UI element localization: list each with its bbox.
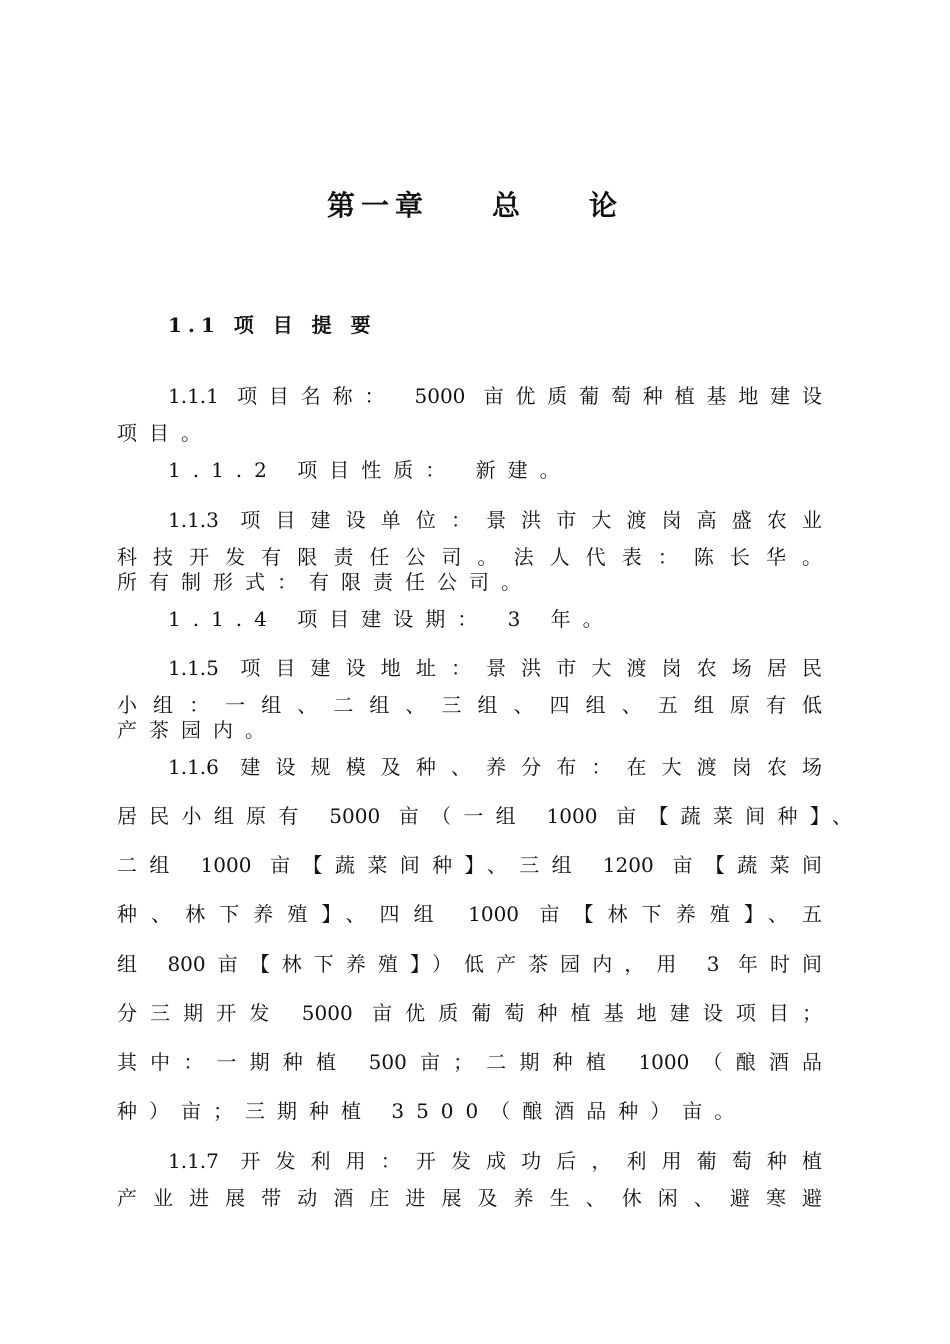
paragraph-line: 1.1.2 项目性质： 新建。: [168, 458, 572, 482]
paragraph-line: 小组：一组、二组、三组、四组、五组原有低: [117, 693, 822, 717]
paragraph-line: 组 800亩【林下养殖】）低产茶园内，用 3 年时间: [117, 952, 822, 976]
paragraph-line: 1.1.3 项目建设单位：景洪市大渡岗高盛农业: [168, 508, 822, 532]
paragraph-line: 其中：一期种植 500亩；二期种植 1000（酿酒品: [117, 1050, 822, 1074]
paragraph-line: 二组 1000 亩【蔬菜间种】、三组 1200 亩【蔬菜间: [117, 853, 822, 877]
paragraph-line: 1.1.7 开发利用：开发成功后，利用葡萄种植: [168, 1149, 822, 1173]
paragraph-line: 分三期开发 5000 亩优质葡萄种植基地建设项目；: [117, 1001, 822, 1025]
paragraph-line: 1.1.5 项目建设地址：景洪市大渡岗农场居民: [168, 656, 822, 680]
paragraph-line: 种、林下养殖】、四组 1000 亩【林下养殖】、五: [117, 902, 822, 926]
paragraph-line: 1.1.6 建设规模及种、养分布：在大渡岗农场: [168, 755, 822, 779]
paragraph-line: 种）亩；三期种植 3500（酿酒品种）亩。: [117, 1099, 747, 1123]
section-title: 1.1 项 目 提 要: [168, 313, 377, 337]
paragraph-line: 居民小组原有 5000 亩（一组 1000 亩【蔬菜间种】、: [117, 804, 852, 828]
paragraph-line: 1.1.1 项目名称： 5000 亩优质葡萄种植基地建设: [168, 384, 822, 408]
paragraph-line: 产茶园内。: [117, 718, 277, 742]
paragraph-line: 所有制形式：有限责任公司。: [117, 570, 533, 594]
chapter-title: 第一章 总 论: [327, 189, 623, 222]
paragraph-line: 科技开发有限责任公司。法人代表：陈长华。: [117, 545, 822, 569]
paragraph-line: 项目。: [117, 421, 213, 445]
paragraph-line: 产业进展带动酒庄进展及养生、休闲、避寒避: [117, 1186, 822, 1210]
paragraph-line: 1.1.4 项目建设期： 3 年。: [168, 607, 615, 631]
